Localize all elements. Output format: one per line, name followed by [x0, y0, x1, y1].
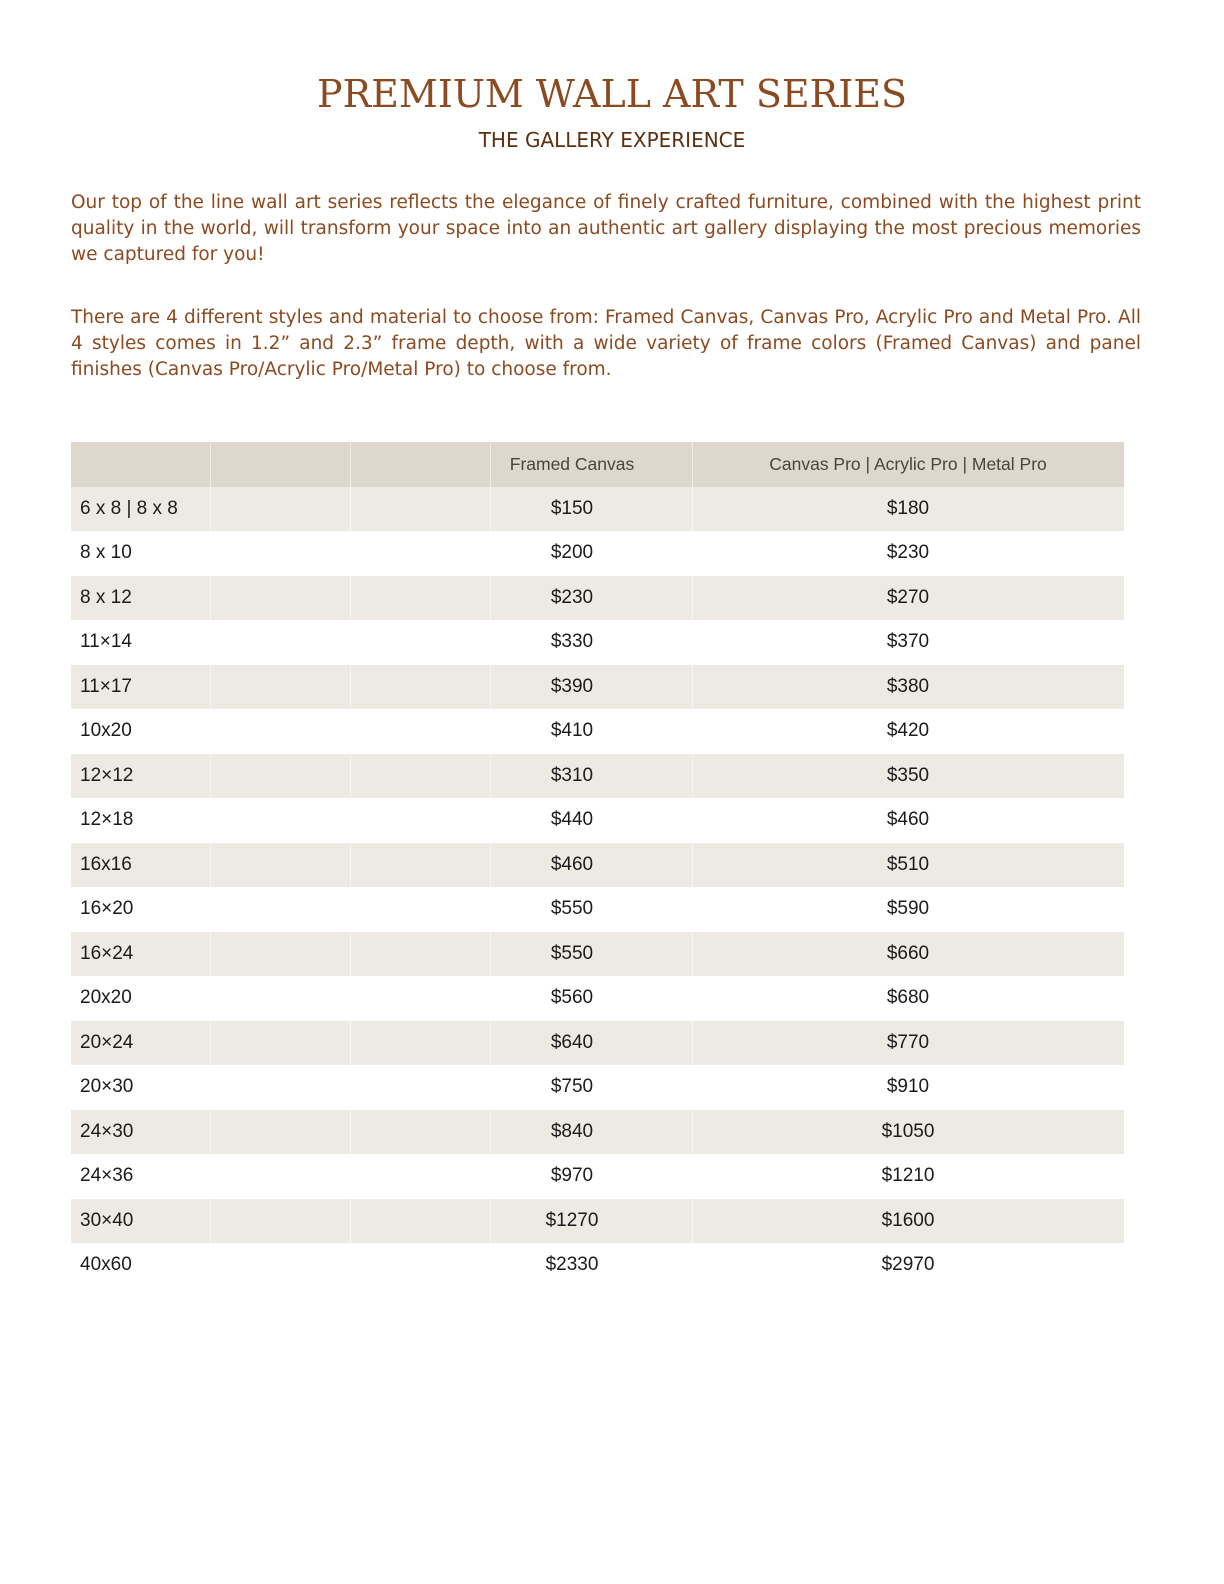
pro-price: $1210 [881, 1165, 935, 1187]
price-table-header [71, 442, 1124, 487]
header-framed-canvas: Framed Canvas [509, 453, 635, 474]
column-divider [350, 1110, 351, 1155]
column-divider [350, 932, 351, 977]
size-cell: 6 x 8 | 8 x 8 [80, 497, 178, 519]
pro-price: $1050 [881, 1120, 935, 1142]
table-row [71, 887, 1124, 932]
framed-canvas-price: $310 [550, 764, 594, 786]
size-cell: 8 x 12 [80, 586, 132, 608]
table-row [71, 1243, 1124, 1288]
pro-price: $460 [886, 809, 930, 831]
size-cell: 10x20 [80, 720, 132, 742]
header-pro: Canvas Pro | Acrylic Pro | Metal Pro [769, 453, 1047, 474]
intro-paragraph-1: Our top of the line wall art series reflects the elegance of finely crafted furniture, combined with the highest print quality in the world, will transform your space into an authentic art gallery displaying the most precious memories we captured for you! [71, 192, 1141, 265]
column-divider [210, 932, 211, 977]
framed-canvas-price: $150 [550, 497, 594, 519]
column-divider [350, 1199, 351, 1244]
size-cell: 16×24 [80, 942, 134, 964]
size-cell: 11×14 [80, 631, 132, 653]
framed-canvas-price: $840 [550, 1120, 594, 1142]
size-cell: 40x60 [80, 1254, 132, 1276]
framed-canvas-price: $1270 [545, 1209, 599, 1231]
pro-price: $180 [886, 497, 930, 519]
pro-price: $770 [886, 1031, 930, 1053]
column-divider [210, 1110, 211, 1155]
pro-price: $680 [886, 987, 930, 1009]
table-row [71, 487, 1124, 532]
column-divider [210, 843, 211, 888]
column-divider [350, 665, 351, 710]
table-row [71, 843, 1124, 888]
size-cell: 24×30 [80, 1120, 134, 1142]
pro-price: $420 [886, 720, 930, 742]
column-divider [350, 576, 351, 621]
table-row [71, 576, 1124, 621]
column-divider [350, 843, 351, 888]
intro-paragraph-2: There are 4 different styles and material to choose from: Framed Canvas, Canvas Pro, Acrylic Pro and Metal Pro. All 4 styles comes in 1.2” and 2.3” frame depth, with a wide variety of frame colors (Framed Canvas) and panel finishes (Canvas Pro/Acrylic Pro/Metal Pro) to choose from. [71, 307, 1141, 380]
pro-price: $380 [886, 675, 930, 697]
framed-canvas-price: $970 [550, 1165, 594, 1187]
size-cell: 8 x 10 [80, 542, 132, 564]
column-divider [692, 442, 693, 487]
framed-canvas-price: $230 [550, 586, 594, 608]
size-cell: 30×40 [80, 1209, 134, 1231]
column-divider [210, 754, 211, 799]
column-divider [350, 754, 351, 799]
size-cell: 11×17 [80, 675, 132, 697]
size-cell: 24×36 [80, 1165, 134, 1187]
pro-price: $590 [886, 898, 930, 920]
framed-canvas-price: $2330 [545, 1254, 599, 1276]
column-divider [210, 1199, 211, 1244]
framed-canvas-price: $330 [550, 631, 594, 653]
size-cell: 20×30 [80, 1076, 134, 1098]
price-table [71, 442, 1124, 1288]
size-cell: 12×18 [80, 809, 134, 831]
framed-canvas-price: $750 [550, 1076, 594, 1098]
framed-canvas-price: $550 [550, 942, 594, 964]
column-divider [350, 487, 351, 532]
table-row [71, 976, 1124, 1021]
pro-price: $370 [886, 631, 930, 653]
table-row [71, 620, 1124, 665]
table-row [71, 932, 1124, 977]
table-row [71, 798, 1124, 843]
table-row [71, 1021, 1124, 1066]
table-row [71, 754, 1124, 799]
framed-canvas-price: $410 [550, 720, 594, 742]
pro-price: $660 [886, 942, 930, 964]
table-row [71, 709, 1124, 754]
page-title: PREMIUM WALL ART SERIES [317, 72, 907, 116]
pro-price: $910 [886, 1076, 930, 1098]
pro-price: $350 [886, 764, 930, 786]
page-subtitle: THE GALLERY EXPERIENCE [478, 128, 746, 152]
size-cell: 12×12 [80, 764, 134, 786]
size-cell: 16x16 [80, 853, 132, 875]
pro-price: $270 [886, 586, 930, 608]
framed-canvas-price: $550 [550, 898, 594, 920]
framed-canvas-price: $200 [550, 542, 594, 564]
size-cell: 16×20 [80, 898, 134, 920]
table-row [71, 531, 1124, 576]
column-divider [350, 1021, 351, 1066]
column-divider [210, 487, 211, 532]
table-row [71, 1110, 1124, 1155]
framed-canvas-price: $440 [550, 809, 594, 831]
column-divider [210, 665, 211, 710]
table-row [71, 1154, 1124, 1199]
pro-price: $510 [886, 853, 930, 875]
table-row [71, 665, 1124, 710]
framed-canvas-price: $560 [550, 987, 594, 1009]
column-divider [210, 442, 211, 487]
price-table-body [71, 487, 1124, 1288]
column-divider [350, 442, 351, 487]
pro-price: $2970 [881, 1254, 935, 1276]
pro-price: $230 [886, 542, 930, 564]
size-cell: 20×24 [80, 1031, 134, 1053]
table-row [71, 1199, 1124, 1244]
size-cell: 20x20 [80, 987, 132, 1009]
framed-canvas-price: $460 [550, 853, 594, 875]
column-divider [490, 442, 491, 487]
pro-price: $1600 [881, 1209, 935, 1231]
column-divider [210, 576, 211, 621]
framed-canvas-price: $640 [550, 1031, 594, 1053]
column-divider [210, 1021, 211, 1066]
framed-canvas-price: $390 [550, 675, 594, 697]
table-row [71, 1065, 1124, 1110]
